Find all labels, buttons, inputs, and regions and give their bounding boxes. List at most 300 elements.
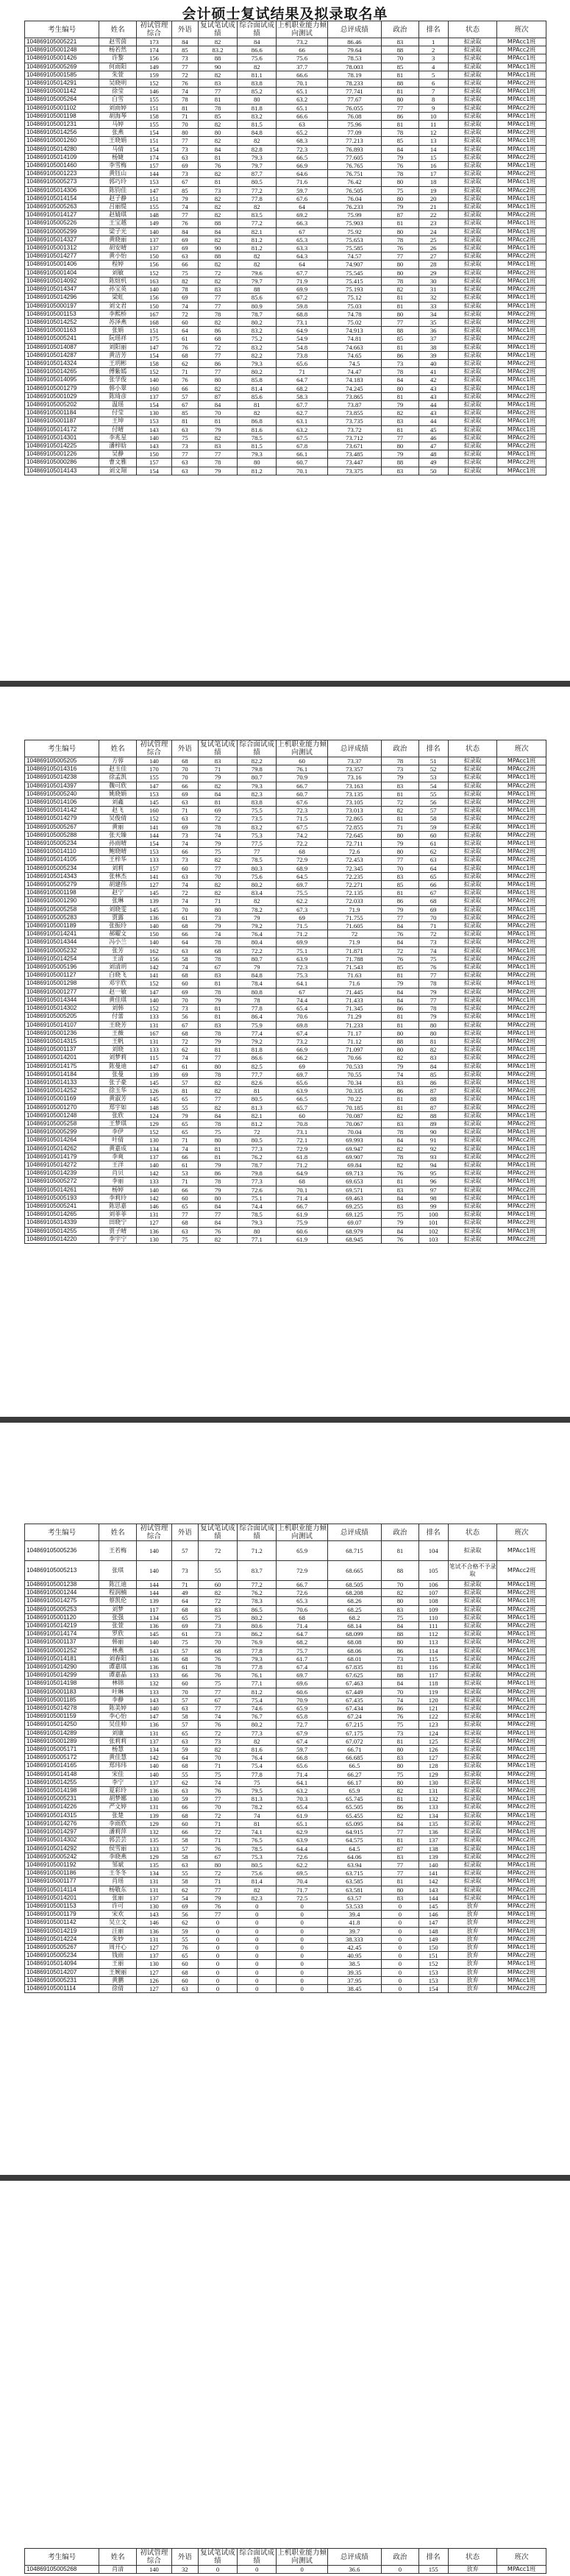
- cell-total-score: 67.215: [327, 1721, 381, 1729]
- cell-politics: 76: [382, 930, 419, 938]
- cell-foreign-language: 73: [171, 856, 198, 864]
- cell-interview-score: 79: [238, 913, 277, 921]
- cell-interview-score: 86.2: [238, 1630, 277, 1638]
- table-row: [25, 2566, 546, 2574]
- cell-class: MPAcc1班: [497, 1178, 546, 1186]
- cell-candidate-id: 104869105001120: [25, 1613, 99, 1621]
- cell-initial-score: 140: [136, 227, 171, 236]
- table-row: [25, 1721, 546, 1729]
- cell-interview-score: 77.5: [238, 840, 277, 848]
- cell-candidate-id: 104869105005267: [25, 823, 99, 831]
- cell-initial-score: 174: [136, 46, 171, 54]
- cell-aptitude-score: 0: [277, 1902, 327, 1910]
- cell-status: 拟录取: [448, 1861, 497, 1869]
- cell-total-score: 65.095: [327, 1819, 381, 1827]
- cell-rank: 43: [418, 409, 448, 417]
- cell-candidate-id: 104869105005263: [25, 203, 99, 211]
- table-row: [25, 384, 546, 392]
- cell-rank: 136: [418, 1828, 448, 1836]
- cell-aptitude-score: 65.6: [277, 1078, 327, 1086]
- cell-foreign-language: 85: [171, 409, 198, 417]
- cell-written-score: 77: [198, 1095, 237, 1103]
- table-row: [25, 1021, 546, 1029]
- cell-aptitude-score: 72.3: [277, 807, 327, 815]
- cell-aptitude-score: 73.2: [277, 1037, 327, 1045]
- cell-candidate-id: 104869105001029: [25, 392, 99, 400]
- cell-foreign-language: 76: [171, 376, 198, 384]
- cell-aptitude-score: 71.2: [277, 1161, 327, 1169]
- cell-initial-score: 145: [136, 1078, 171, 1086]
- cell-total-score: 68.665: [327, 1561, 381, 1581]
- cell-status: 拟录取: [448, 203, 497, 211]
- cell-written-score: 83.2: [198, 46, 237, 54]
- table-row: [25, 1795, 546, 1803]
- cell-aptitude-score: 66: [277, 46, 327, 54]
- cell-class: MPAcc2班: [497, 1638, 546, 1646]
- cell-class: MPAcc1班: [497, 1597, 546, 1605]
- cell-status: 拟录取: [448, 1211, 497, 1219]
- cell-aptitude-score: 0: [277, 1960, 327, 1968]
- cell-class: MPAcc1班: [497, 219, 546, 227]
- cell-rank: 52: [418, 765, 448, 774]
- cell-total-score: 66.685: [327, 1754, 381, 1762]
- cell-foreign-language: 49: [171, 1589, 198, 1597]
- cell-written-score: 82: [198, 856, 237, 864]
- cell-name: 刘梦: [99, 1605, 137, 1613]
- cell-foreign-language: 82: [171, 277, 198, 285]
- cell-foreign-language: 69: [171, 988, 198, 996]
- cell-foreign-language: 63: [171, 1705, 198, 1713]
- cell-written-score: 70: [198, 872, 237, 880]
- cell-politics: 71: [382, 823, 419, 831]
- cell-total-score: 73.163: [327, 782, 381, 790]
- cell-aptitude-score: 65.8: [277, 1713, 327, 1721]
- cell-politics: 75: [382, 1211, 419, 1219]
- cell-interview-score: 0: [238, 1935, 277, 1943]
- cell-written-score: 80: [198, 1194, 237, 1202]
- cell-politics: 81: [382, 1103, 419, 1111]
- header-initial-score: 初试管理综合: [136, 2549, 171, 2566]
- cell-status: 拟录取: [448, 1828, 497, 1836]
- cell-interview-score: 84: [238, 38, 277, 46]
- cell-name: 程润楠: [99, 1589, 137, 1597]
- cell-rank: 79: [418, 1013, 448, 1021]
- cell-aptitude-score: 65.4: [277, 1803, 327, 1811]
- table-row: [25, 1078, 546, 1086]
- cell-written-score: 78: [198, 938, 237, 946]
- cell-foreign-language: 58: [171, 955, 198, 963]
- cell-initial-score: 140: [136, 376, 171, 384]
- cell-rank: 16: [418, 162, 448, 170]
- cell-status: 放弃: [448, 1935, 497, 1943]
- cell-interview-score: 79.3: [238, 450, 277, 459]
- cell-foreign-language: 84: [171, 227, 198, 236]
- cell-aptitude-score: 68.2: [277, 384, 327, 392]
- cell-initial-score: 145: [136, 1630, 171, 1638]
- cell-total-score: 68.979: [327, 1227, 381, 1235]
- cell-aptitude-score: 65.1: [277, 104, 327, 112]
- cell-total-score: 69.947: [327, 1144, 381, 1153]
- cell-politics: 84: [382, 145, 419, 153]
- cell-candidate-id: 104869105014225: [25, 442, 99, 450]
- cell-written-score: 73: [198, 1630, 237, 1638]
- cell-foreign-language: 68: [171, 1968, 198, 1976]
- cell-total-score: 75.193: [327, 286, 381, 294]
- cell-status: 拟录取: [448, 1037, 497, 1045]
- cell-written-score: 82: [198, 277, 237, 285]
- cell-politics: 77: [382, 1861, 419, 1869]
- cell-rank: 44: [418, 400, 448, 408]
- cell-rank: 143: [418, 1886, 448, 1894]
- cell-candidate-id: 104869105014316: [25, 765, 99, 774]
- cell-aptitude-score: 65.9: [277, 1705, 327, 1713]
- cell-status: 拟录取: [448, 1878, 497, 1886]
- cell-class: MPAcc2班: [497, 1589, 546, 1597]
- cell-candidate-id: 104869105014095: [25, 376, 99, 384]
- cell-name: 李宇宁: [99, 1235, 137, 1243]
- cell-total-score: 72.345: [327, 864, 381, 872]
- cell-politics: 76: [382, 1713, 419, 1721]
- cell-name: 徐孟凯: [99, 774, 137, 782]
- cell-rank: 110: [418, 1613, 448, 1621]
- cell-status: 拟录取: [448, 1054, 497, 1062]
- cell-rank: 153: [418, 1976, 448, 1984]
- cell-rank: 94: [418, 1161, 448, 1169]
- cell-class: MPAcc1班: [497, 1746, 546, 1754]
- cell-total-score: 42.45: [327, 1943, 381, 1951]
- cell-status: 拟录取: [448, 1630, 497, 1638]
- cell-politics: 87: [382, 211, 419, 219]
- cell-aptitude-score: 71.4: [277, 1622, 327, 1630]
- cell-written-score: 79: [198, 1186, 237, 1194]
- cell-name: 徐玉华: [99, 1087, 137, 1095]
- table-row: [25, 1170, 546, 1178]
- cell-candidate-id: 104869105014114: [25, 1886, 99, 1894]
- cell-class: MPAcc2班: [497, 1770, 546, 1778]
- cell-written-score: 72: [198, 269, 237, 277]
- cell-aptitude-score: 67.8: [277, 442, 327, 450]
- table-row: [25, 261, 546, 269]
- cell-foreign-language: 70: [171, 1688, 198, 1696]
- cell-name: 李雨欣: [99, 1819, 137, 1827]
- cell-foreign-language: 77: [171, 211, 198, 219]
- cell-candidate-id: 104869105014179: [25, 1153, 99, 1161]
- cell-status: 拟录取: [448, 137, 497, 145]
- table-row: [25, 799, 546, 807]
- cell-name: 张强: [99, 1613, 137, 1621]
- cell-foreign-language: 60: [171, 1194, 198, 1202]
- cell-foreign-language: 62: [171, 1886, 198, 1894]
- cell-status: 拟录取: [448, 1696, 497, 1704]
- cell-written-score: 67: [198, 1696, 237, 1704]
- table-row: [25, 1984, 546, 1992]
- cell-candidate-id: 104869105014324: [25, 359, 99, 367]
- table-row: [25, 889, 546, 897]
- cell-politics: 80: [382, 227, 419, 236]
- cell-total-score: 69.713: [327, 1170, 381, 1178]
- cell-candidate-id: 104869105014239: [25, 1170, 99, 1178]
- cell-interview-score: 83.2: [238, 112, 277, 120]
- table-row: [25, 112, 546, 120]
- cell-rank: 63: [418, 856, 448, 864]
- cell-status: 拟录取: [448, 1853, 497, 1861]
- cell-rank: 69: [418, 905, 448, 913]
- cell-written-score: 88: [198, 54, 237, 63]
- cell-interview-score: 80.7: [238, 955, 277, 963]
- table-row: [25, 1894, 546, 1902]
- cell-politics: 80: [382, 194, 419, 202]
- cell-initial-score: 150: [136, 930, 171, 938]
- cell-aptitude-score: 54.8: [277, 343, 327, 351]
- cell-rank: 79: [418, 988, 448, 996]
- cell-politics: 80: [382, 1746, 419, 1754]
- cell-aptitude-score: 61.9: [277, 1235, 327, 1243]
- cell-total-score: 66.5: [327, 1762, 381, 1770]
- table-row: [25, 1853, 546, 1861]
- header-written-score: 复试笔试成绩: [198, 740, 237, 757]
- cell-name: 肖贝: [99, 1170, 137, 1178]
- cell-class: MPAcc2班: [497, 1869, 546, 1878]
- page-divider: [0, 681, 570, 687]
- cell-written-score: 82: [198, 1078, 237, 1086]
- cell-class: MPAcc1班: [497, 1811, 546, 1819]
- cell-total-score: 69.07: [327, 1219, 381, 1227]
- table-row: [25, 1095, 546, 1103]
- cell-name: 韩小翠: [99, 384, 137, 392]
- cell-class: MPAcc2班: [497, 186, 546, 194]
- cell-written-score: 72: [198, 1828, 237, 1836]
- cell-status: 拟录取: [448, 467, 497, 475]
- cell-initial-score: 134: [136, 1613, 171, 1621]
- cell-interview-score: 83.2: [238, 327, 277, 335]
- cell-status: 拟录取: [448, 1161, 497, 1169]
- cell-written-score: 0: [198, 1984, 237, 1992]
- table-row: [25, 790, 546, 798]
- cell-total-score: 67.435: [327, 1696, 381, 1704]
- cell-total-score: 39.7: [327, 1927, 381, 1935]
- cell-interview-score: 0: [238, 1968, 277, 1976]
- cell-status: 拟录取: [448, 1795, 497, 1803]
- cell-initial-score: 144: [136, 170, 171, 178]
- cell-initial-score: 133: [136, 1844, 171, 1853]
- cell-candidate-id: 104869105014252: [25, 1087, 99, 1095]
- cell-class: MPAcc2班: [497, 815, 546, 823]
- header-candidate-id: 考生编号: [25, 2549, 99, 2566]
- cell-name: 李爽: [99, 1153, 137, 1161]
- cell-initial-score: 174: [136, 153, 171, 161]
- cell-politics: 81: [382, 392, 419, 400]
- cell-class: MPAcc2班: [497, 1721, 546, 1729]
- cell-initial-score: 156: [136, 955, 171, 963]
- table-row: [25, 277, 546, 285]
- table-row: [25, 1671, 546, 1680]
- table-row: [25, 856, 546, 864]
- cell-aptitude-score: 75.7: [277, 1646, 327, 1655]
- cell-politics: 81: [382, 889, 419, 897]
- cell-status: 放弃: [448, 1968, 497, 1976]
- cell-candidate-id: 104869105014127: [25, 211, 99, 219]
- cell-politics: 80: [382, 442, 419, 450]
- table-row: [25, 186, 546, 194]
- cell-class: MPAcc2班: [497, 153, 546, 161]
- cell-candidate-id: 104869105001277: [25, 988, 99, 996]
- cell-initial-score: 155: [136, 96, 171, 104]
- cell-foreign-language: 75: [171, 1638, 198, 1646]
- cell-class: MPAcc2班: [497, 1853, 546, 1861]
- cell-status: 拟录取: [448, 425, 497, 434]
- cell-politics: 80: [382, 261, 419, 269]
- cell-politics: 81: [382, 88, 419, 96]
- cell-initial-score: 131: [136, 1886, 171, 1894]
- cell-foreign-language: 66: [171, 261, 198, 269]
- cell-name: 黄淑芳: [99, 1095, 137, 1103]
- cell-politics: 0: [382, 2566, 419, 2574]
- cell-initial-score: 147: [136, 782, 171, 790]
- cell-candidate-id: 104869105014198: [25, 1680, 99, 1688]
- cell-politics: 84: [382, 1622, 419, 1630]
- table-row: [25, 955, 546, 963]
- cell-interview-score: 87.7: [238, 170, 277, 178]
- cell-candidate-id: 104869105014306: [25, 186, 99, 194]
- cell-interview-score: 82.3: [238, 790, 277, 798]
- cell-aptitude-score: 72.6: [277, 1589, 327, 1597]
- cell-written-score: 77: [198, 1795, 237, 1803]
- table-row: [25, 782, 546, 790]
- cell-written-score: 76: [198, 1721, 237, 1729]
- cell-total-score: 70.185: [327, 1103, 381, 1111]
- table-row: [25, 1581, 546, 1589]
- cell-aptitude-score: 71.4: [277, 1770, 327, 1778]
- table-row: [25, 359, 546, 367]
- cell-status: 拟录取: [448, 1541, 497, 1561]
- cell-status: 拟录取: [448, 765, 497, 774]
- cell-candidate-id: 104869105001142: [25, 1919, 99, 1927]
- cell-aptitude-score: 64: [277, 261, 327, 269]
- cell-politics: 83: [382, 872, 419, 880]
- cell-aptitude-score: 68: [277, 1613, 327, 1621]
- cell-politics: 0: [382, 1935, 419, 1943]
- cell-foreign-language: 61: [171, 1161, 198, 1169]
- cell-name: 朱妙: [99, 1935, 137, 1943]
- cell-written-score: 78: [198, 1178, 237, 1186]
- cell-name: 刘晓雯: [99, 905, 137, 913]
- cell-rank: 43: [418, 384, 448, 392]
- cell-candidate-id: 104869105001231: [25, 121, 99, 129]
- cell-aptitude-score: 64: [277, 203, 327, 211]
- cell-class: MPAcc1班: [497, 1211, 546, 1219]
- cell-foreign-language: 68: [171, 1605, 198, 1613]
- cell-status: 放弃: [448, 1919, 497, 1927]
- cell-class: MPAcc1班: [497, 145, 546, 153]
- cell-class: MPAcc1班: [497, 1696, 546, 1704]
- cell-written-score: 81: [198, 1153, 237, 1161]
- cell-initial-score: 126: [136, 1087, 171, 1095]
- cell-candidate-id: 104869105005234: [25, 864, 99, 872]
- cell-initial-score: 131: [136, 1803, 171, 1811]
- cell-rank: 97: [418, 1186, 448, 1194]
- cell-interview-score: 77.1: [238, 1235, 277, 1243]
- cell-politics: 78: [382, 757, 419, 765]
- header-foreign-language: 外语: [171, 740, 198, 757]
- cell-status: 拟录取: [448, 1803, 497, 1811]
- cell-total-score: 68.26: [327, 1597, 381, 1605]
- cell-class: MPAcc1班: [497, 294, 546, 302]
- cell-class: MPAcc1班: [497, 2566, 546, 2574]
- cell-foreign-language: 64: [171, 938, 198, 946]
- cell-rank: 45: [418, 425, 448, 434]
- cell-rank: 127: [418, 1754, 448, 1762]
- cell-interview-score: 71.2: [238, 1541, 277, 1561]
- cell-aptitude-score: 68.3: [277, 137, 327, 145]
- cell-foreign-language: 74: [171, 1054, 198, 1062]
- cell-class: MPAcc1班: [497, 162, 546, 170]
- cell-initial-score: 141: [136, 823, 171, 831]
- cell-written-score: 70: [198, 409, 237, 417]
- cell-interview-score: 79: [238, 963, 277, 972]
- cell-total-score: 76.751: [327, 170, 381, 178]
- cell-initial-score: 167: [136, 310, 171, 318]
- cell-interview-score: 82: [238, 1737, 277, 1745]
- cell-class: MPAcc1班: [497, 194, 546, 202]
- cell-initial-score: 137: [136, 392, 171, 400]
- cell-class: MPAcc1班: [497, 1646, 546, 1655]
- cell-status: 拟录取: [448, 294, 497, 302]
- cell-candidate-id: 104869105001184: [25, 409, 99, 417]
- cell-status: 拟录取: [448, 400, 497, 408]
- cell-class: MPAcc2班: [497, 856, 546, 864]
- cell-name: 王梓华: [99, 856, 137, 864]
- cell-total-score: 64.915: [327, 1828, 381, 1836]
- cell-interview-score: 78.5: [238, 856, 277, 864]
- table-row: [25, 1737, 546, 1745]
- cell-status: 拟录取: [448, 79, 497, 88]
- cell-written-score: 79: [198, 840, 237, 848]
- cell-politics: 79: [382, 980, 419, 988]
- cell-rank: 87: [418, 1087, 448, 1095]
- cell-name: 王帆: [99, 1037, 137, 1045]
- cell-name: 付晴: [99, 425, 137, 434]
- cell-interview-score: 81.5: [238, 121, 277, 129]
- cell-written-score: 78: [198, 1663, 237, 1671]
- table-row: [25, 1153, 546, 1161]
- cell-status: 拟录取: [448, 856, 497, 864]
- cell-politics: 80: [382, 1046, 419, 1054]
- cell-total-score: 73.485: [327, 450, 381, 459]
- cell-aptitude-score: 70.6: [277, 1013, 327, 1021]
- cell-foreign-language: 66: [171, 1803, 198, 1811]
- cell-written-score: 71: [198, 1878, 237, 1886]
- cell-foreign-language: 63: [171, 153, 198, 161]
- cell-aptitude-score: 0: [277, 1943, 327, 1951]
- cell-status: 拟录取: [448, 1613, 497, 1621]
- cell-class: MPAcc2班: [497, 1688, 546, 1696]
- cell-status: 拟录取: [448, 815, 497, 823]
- header-total-score: 总评成绩: [327, 21, 381, 38]
- cell-total-score: 74.663: [327, 343, 381, 351]
- header-politics: 政治: [382, 740, 419, 757]
- cell-foreign-language: 81: [171, 1087, 198, 1095]
- cell-politics: 82: [382, 1787, 419, 1795]
- cell-candidate-id: 104869105001238: [25, 1581, 99, 1589]
- cell-class: MPAcc1班: [497, 1911, 546, 1919]
- cell-rank: 31: [418, 286, 448, 294]
- cell-total-score: 65.9: [327, 1787, 381, 1795]
- cell-candidate-id: 104869105014397: [25, 782, 99, 790]
- cell-name: 赵玉佳: [99, 765, 137, 774]
- cell-rank: 59: [418, 823, 448, 831]
- cell-rank: 108: [418, 1597, 448, 1605]
- cell-interview-score: 81.6: [238, 1746, 277, 1754]
